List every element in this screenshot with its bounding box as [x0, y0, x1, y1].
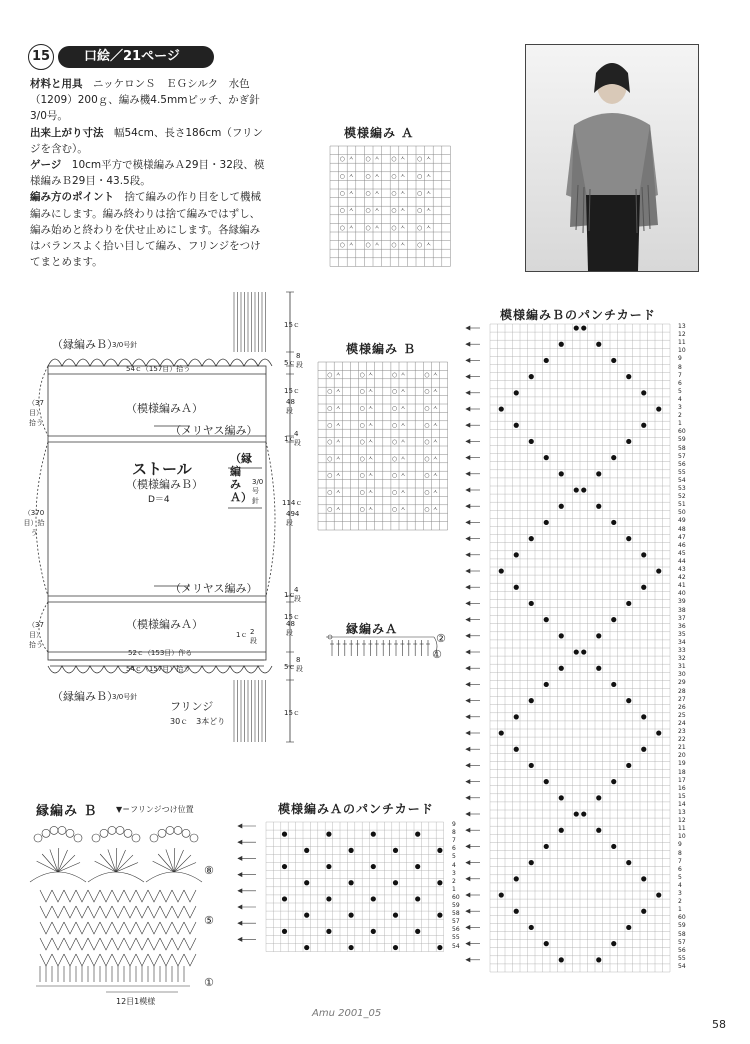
punch-a-row-number: 2: [452, 877, 456, 885]
svg-text:○: ○: [359, 421, 365, 429]
svg-text:○: ○: [339, 207, 345, 215]
svg-text:○: ○: [339, 241, 345, 249]
punch-b-row-number: 3: [678, 890, 682, 897]
svg-text:ㅅ: ㅅ: [432, 421, 439, 429]
svg-text:○: ○: [391, 207, 397, 215]
punch-b-row-number: 5: [678, 873, 682, 881]
svg-text:ㅅ: ㅅ: [399, 155, 406, 163]
punch-b-row-number: 54: [678, 476, 686, 484]
svg-text:ㅅ: ㅅ: [432, 489, 439, 496]
svg-text:○: ○: [424, 438, 430, 446]
edge-a-row-1: ①: [432, 648, 442, 661]
punch-b-row-number: 41: [678, 582, 686, 590]
edge-b-title: 縁編み Ｂ: [36, 804, 98, 819]
svg-text:○: ○: [417, 155, 423, 163]
punch-b-row-number: 16: [678, 784, 686, 792]
edge-b-repeat: 12目1模様: [116, 997, 156, 1006]
svg-text:○: ○: [327, 438, 333, 446]
svg-text:○: ○: [339, 224, 345, 232]
svg-text:○: ○: [391, 172, 397, 180]
punch-a-row-number: 6: [452, 845, 456, 853]
svg-text:ㅅ: ㅅ: [400, 371, 406, 379]
stockinette-bottom-label: （メリヤス編み）: [170, 582, 258, 595]
punch-b-row-number: 56: [678, 946, 686, 954]
svg-text:○: ○: [365, 172, 371, 180]
svg-text:○: ○: [359, 455, 365, 463]
svg-text:ㅅ: ㅅ: [374, 155, 380, 163]
svg-text:ㅅ: ㅅ: [425, 241, 432, 249]
punch-b-row-number: 40: [678, 590, 686, 598]
svg-text:○: ○: [391, 224, 397, 232]
hook-top-label: 3/0号針: [112, 341, 138, 349]
svg-text:○: ○: [391, 505, 398, 513]
svg-text:○: ○: [417, 207, 423, 215]
svg-text:ㅅ: ㅅ: [432, 405, 439, 412]
svg-text:ㅅ: ㅅ: [432, 388, 439, 396]
fringe-note: 30ｃ 3本どり: [170, 717, 226, 726]
pattern-a-bottom-label: （模様編みＡ）: [126, 618, 203, 631]
punch-a-row-number: 7: [452, 837, 456, 845]
dim-15c-1: 15ｃ: [284, 321, 300, 329]
svg-text:○: ○: [391, 388, 398, 396]
svg-text:ㅅ: ㅅ: [367, 438, 374, 446]
svg-text:○: ○: [391, 155, 397, 163]
svg-text:○: ○: [359, 388, 365, 396]
punch-b-row-number: 42: [678, 574, 686, 582]
punch-b-row-number: 10: [678, 833, 686, 841]
punch-b-row-number: 58: [678, 444, 686, 452]
dim-15c-3: 15ｃ: [284, 613, 300, 621]
punch-b-row-number: 6: [678, 865, 682, 873]
punch-a-row-number: 1: [452, 885, 456, 893]
punch-a-row-number: 60: [452, 893, 460, 901]
punch-b-row-number: 13: [678, 809, 686, 816]
punch-b-row-number: 32: [678, 655, 686, 663]
punch-b-row-number: 6: [678, 379, 682, 387]
svg-text:○: ○: [359, 438, 365, 446]
svg-text:ㅅ: ㅅ: [399, 172, 406, 180]
svg-text:○: ○: [391, 371, 398, 379]
svg-text:ㅅ: ㅅ: [348, 241, 354, 249]
svg-text:ㅅ: ㅅ: [400, 472, 406, 480]
svg-text:○: ○: [327, 388, 333, 396]
materials-gauge: ゲージ 10cm平方で模様編みＡ29目・32段、模様編みＢ29目・43.5段。: [30, 159, 265, 188]
svg-text:○: ○: [424, 489, 430, 496]
punch-b-row-number: 60: [678, 914, 686, 922]
punch-b-row-number: 53: [678, 485, 686, 492]
hook-side-label: 3/0号針: [252, 478, 264, 505]
svg-text:ㅅ: ㅅ: [425, 207, 432, 215]
dim-8rows-2: 8段: [296, 656, 303, 673]
section-title: 口絵／21ページ: [58, 46, 214, 68]
svg-text:ㅅ: ㅅ: [335, 455, 341, 463]
svg-text:ㅅ: ㅅ: [367, 505, 374, 513]
punch-b-row-number: 5: [678, 387, 682, 395]
svg-text:○: ○: [327, 472, 333, 480]
svg-text:ㅅ: ㅅ: [432, 455, 439, 463]
edge-b-bottom-label: （縁編みＢ）: [52, 690, 118, 703]
dim-4rows-1: 4段: [294, 430, 301, 447]
svg-text:ㅅ: ㅅ: [399, 224, 406, 232]
svg-text:ㅅ: ㅅ: [335, 405, 341, 412]
svg-text:○: ○: [327, 371, 333, 379]
side-370: （370目）拾う: [23, 509, 45, 537]
dim-5c-2: 5ｃ: [284, 663, 296, 671]
svg-text:ㅅ: ㅅ: [425, 190, 432, 197]
svg-text:ㅅ: ㅅ: [432, 438, 439, 446]
svg-text:ㅅ: ㅅ: [374, 224, 380, 232]
punch-b-row-number: 8: [678, 363, 682, 371]
svg-text:○: ○: [327, 505, 333, 513]
svg-text:ㅅ: ㅅ: [400, 388, 406, 396]
hook-bottom-label: 3/0号針: [112, 693, 138, 701]
svg-text:ㅅ: ㅅ: [399, 207, 406, 215]
svg-text:○: ○: [417, 190, 423, 197]
svg-text:○: ○: [365, 190, 371, 197]
punch-b-row-number: 26: [678, 703, 686, 711]
svg-text:○: ○: [417, 241, 423, 249]
materials-tools: 材料と用具 ニッケロンＳ ＥＧシルク 水色（1209）200ｇ、編み機4.5mmピッチ、かぎ針3/0号。: [30, 78, 260, 123]
svg-text:○: ○: [339, 155, 345, 163]
section-number: 15: [28, 44, 54, 70]
punch-b-row-number: 48: [678, 525, 686, 533]
svg-text:○: ○: [424, 371, 430, 379]
stole-outline: [48, 366, 266, 660]
svg-text:○: ○: [365, 241, 371, 249]
punch-b-row-number: 9: [678, 355, 682, 363]
punch-b-row-number: 1: [678, 906, 682, 914]
svg-text:○: ○: [327, 405, 333, 412]
dim-1c-2: 1ｃ: [284, 591, 296, 599]
punch-b-row-number: 31: [678, 663, 686, 671]
svg-text:ㅅ: ㅅ: [367, 388, 374, 396]
svg-text:ㅅ: ㅅ: [432, 371, 439, 379]
punch-b-row-number: 44: [678, 557, 686, 565]
svg-text:○: ○: [391, 190, 397, 197]
punch-b-row-number: 25: [678, 711, 686, 719]
svg-text:ㅅ: ㅅ: [348, 207, 354, 215]
punch-b-row-number: 58: [678, 930, 686, 938]
punch-a-row-number: 8: [452, 829, 456, 837]
punch-a-row-number: 54: [452, 942, 460, 950]
punch-b-row-number: 2: [678, 412, 682, 420]
punch-b-row-number: 13: [678, 323, 686, 330]
svg-text:ㅅ: ㅅ: [348, 224, 354, 232]
punch-b-row-number: 22: [678, 736, 686, 744]
punch-b-row-number: 19: [678, 760, 686, 768]
punch-a-row-number: 59: [452, 902, 460, 909]
punch-b-row-number: 57: [678, 938, 686, 946]
svg-text:○: ○: [391, 421, 398, 429]
svg-text:○: ○: [391, 472, 398, 480]
svg-text:ㅅ: ㅅ: [400, 505, 406, 513]
svg-text:○: ○: [391, 438, 398, 446]
punch-b-row-number: 4: [678, 881, 682, 889]
punch-b-row-number: 50: [678, 509, 686, 517]
punch-a-row-number: 5: [452, 853, 456, 861]
punch-b-row-number: 18: [678, 768, 686, 776]
edge-a-title: 縁編みＡ: [346, 622, 399, 636]
footer-magazine: Amu 2001_05: [312, 1008, 382, 1019]
punch-b-row-number: 27: [678, 695, 686, 703]
svg-text:○: ○: [339, 172, 345, 180]
punch-b-row-number: 57: [678, 452, 686, 460]
punch-b-row-number: 43: [678, 566, 686, 573]
fringe-position-note: ▼＝フリンジつけ位置: [116, 805, 194, 814]
punch-b-row-number: 33: [678, 647, 686, 654]
pattern-a-top-label: （模様編みＡ）: [126, 402, 203, 415]
punch-b-row-number: 35: [678, 630, 686, 638]
svg-text:ㅅ: ㅅ: [348, 190, 354, 197]
punch-b-row-number: 10: [678, 347, 686, 355]
svg-text:ㅅ: ㅅ: [335, 371, 341, 379]
edge-b-row-8: ⑧: [204, 864, 214, 877]
svg-text:ㅅ: ㅅ: [400, 438, 406, 446]
side-37-top: （37目）拾う: [28, 399, 44, 427]
svg-text:ㅅ: ㅅ: [432, 505, 439, 513]
svg-text:○: ○: [365, 207, 371, 215]
svg-text:○: ○: [359, 472, 365, 480]
punch-a-row-number: 4: [452, 861, 456, 869]
svg-text:○: ○: [359, 405, 365, 412]
svg-text:○: ○: [424, 472, 430, 480]
punch-b-row-number: 39: [678, 598, 686, 606]
svg-text:ㅅ: ㅅ: [367, 421, 374, 429]
svg-text:ㅅ: ㅅ: [400, 455, 406, 463]
d-value: D＝4: [148, 495, 170, 505]
punch-b-row-number: 37: [678, 614, 686, 622]
svg-text:○: ○: [327, 421, 333, 429]
punch-b-row-number: 55: [678, 468, 686, 476]
svg-text:○: ○: [327, 455, 333, 463]
punch-b-row-number: 59: [678, 436, 686, 444]
page-number: 58: [712, 1018, 726, 1031]
svg-text:ㅅ: ㅅ: [367, 455, 374, 463]
svg-text:ㅅ: ㅅ: [374, 172, 380, 180]
svg-text:ㅅ: ㅅ: [400, 421, 406, 429]
dim-15c-4: 15ｃ: [284, 709, 300, 717]
svg-text:○: ○: [424, 405, 430, 412]
punch-b-row-number: 24: [678, 719, 686, 727]
punch-b-row-number: 7: [678, 371, 682, 379]
punch-b-row-number: 55: [678, 954, 686, 962]
punch-a-row-number: 56: [452, 926, 460, 934]
punch-b-row-number: 46: [678, 541, 686, 549]
punch-b-row-number: 12: [678, 331, 686, 339]
svg-text:○: ○: [327, 489, 333, 496]
svg-text:ㅅ: ㅅ: [399, 241, 406, 249]
punch-card-a-title: 模様編みＡのパンチカード: [278, 802, 434, 816]
svg-text:○: ○: [359, 489, 365, 496]
punch-b-row-number: 9: [678, 841, 682, 849]
punch-b-row-number: 28: [678, 687, 686, 695]
punch-b-row-number: 23: [678, 728, 686, 735]
punch-b-row-number: 38: [678, 606, 686, 614]
materials-size: 出来上がり寸法 幅54cm、長さ186cm（フリンジを含む）。: [30, 126, 263, 155]
svg-text:ㅅ: ㅅ: [432, 472, 439, 480]
punch-b-row-number: 11: [678, 339, 686, 347]
dim-5c-1: 5ｃ: [284, 359, 296, 367]
svg-text:ㅅ: ㅅ: [374, 190, 380, 197]
one-c-label: 1ｃ: [236, 631, 248, 639]
pattern-b-title: 模様編み Ｂ: [346, 342, 417, 356]
cast-on-label: 52ｃ（153目）作る: [128, 649, 193, 657]
materials-point: 編み方のポイント 捨て編みの作り目をして機械編みにします。編み終わりは捨て編みではずし、編み始めと終わりを伏せ止めにします。各縁編みはバランスよく拾い目して編み、フリンジをつけてまとめます。: [30, 191, 261, 269]
punch-a-row-number: 57: [452, 918, 460, 926]
punch-b-row-number: 56: [678, 460, 686, 468]
punch-b-row-number: 54: [678, 962, 686, 970]
stockinette-top-label: （メリヤス編み）: [170, 424, 258, 437]
punch-b-row-number: 51: [678, 501, 686, 509]
punch-card-b-title: 模様編みＢのパンチカード: [500, 308, 656, 322]
punch-b-row-number: 47: [678, 533, 686, 541]
edge-b-top-label: （縁編みＢ）: [52, 338, 118, 351]
svg-text:ㅅ: ㅅ: [367, 472, 374, 480]
pattern-b-label: （模様編みＢ）: [126, 478, 203, 491]
punch-b-row-number: 11: [678, 825, 686, 833]
dim-15c-2: 15ｃ: [284, 387, 300, 395]
edge-a-side-label: （縁編みＡ）: [230, 452, 252, 504]
punch-b-row-number: 1: [678, 420, 682, 428]
svg-text:○: ○: [359, 371, 365, 379]
edge-b-row-5: ⑤: [204, 914, 214, 927]
dim-8rows-1: 8段: [296, 352, 303, 369]
punch-a-row-number: 55: [452, 934, 460, 942]
svg-text:ㅅ: ㅅ: [335, 388, 341, 396]
punch-b-row-number: 20: [678, 752, 686, 760]
dim-1c-1: 1ｃ: [284, 435, 296, 443]
side-37-bottom: （37目）拾う: [28, 621, 44, 649]
svg-text:○: ○: [359, 505, 365, 513]
two-rows-label: 2段: [250, 628, 257, 645]
dim-48rows-1: 48段: [286, 398, 295, 415]
svg-text:○: ○: [365, 155, 371, 163]
dim-48rows-2: 48段: [286, 620, 295, 637]
svg-text:ㅅ: ㅅ: [425, 224, 432, 232]
svg-text:ㅅ: ㅅ: [335, 489, 341, 496]
edge-a-row-2: ②: [436, 632, 446, 645]
pattern-a-title: 模様編み Ａ: [344, 126, 415, 140]
punch-b-row-number: 2: [678, 898, 682, 906]
svg-text:○: ○: [391, 241, 397, 249]
svg-text:○: ○: [424, 505, 430, 513]
punch-b-row-number: 49: [678, 517, 686, 525]
svg-text:ㅅ: ㅅ: [348, 172, 354, 180]
svg-text:○: ○: [391, 405, 398, 412]
punch-b-row-number: 12: [678, 817, 686, 825]
svg-text:ㅅ: ㅅ: [400, 489, 406, 496]
punch-b-row-number: 4: [678, 395, 682, 403]
punch-a-row-number: 58: [452, 910, 460, 918]
svg-text:ㅅ: ㅅ: [425, 155, 432, 163]
width-top-label: 54ｃ（157目）拾う: [126, 365, 191, 373]
punch-b-row-number: 7: [678, 857, 682, 865]
svg-text:○: ○: [339, 190, 345, 197]
svg-text:○: ○: [424, 455, 430, 463]
svg-text:○: ○: [391, 455, 398, 463]
punch-b-row-number: 29: [678, 679, 686, 687]
svg-text:ㅅ: ㅅ: [425, 172, 432, 180]
punch-b-row-number: 45: [678, 549, 686, 557]
punch-b-row-number: 17: [678, 776, 686, 784]
svg-text:ㅅ: ㅅ: [335, 421, 341, 429]
svg-text:ㅅ: ㅅ: [335, 505, 341, 513]
punch-b-row-number: 34: [678, 638, 686, 646]
svg-text:○: ○: [417, 172, 423, 180]
svg-text:ㅅ: ㅅ: [399, 190, 406, 197]
punch-a-row-number: 9: [452, 821, 456, 828]
punch-b-row-number: 14: [678, 800, 686, 808]
svg-text:○: ○: [424, 421, 430, 429]
punch-b-row-number: 8: [678, 849, 682, 857]
width-bottom-label: 54ｃ（157目）拾う: [126, 665, 191, 673]
dim-4rows-2: 4段: [294, 586, 301, 603]
svg-text:○: ○: [365, 224, 371, 232]
punch-b-row-number: 3: [678, 404, 682, 411]
punch-b-row-number: 60: [678, 428, 686, 436]
edge-b-row-1: ①: [204, 976, 214, 989]
svg-text:ㅅ: ㅅ: [367, 405, 374, 412]
svg-text:ㅅ: ㅅ: [367, 371, 374, 379]
punch-b-row-number: 52: [678, 493, 686, 501]
svg-text:○: ○: [424, 388, 430, 396]
punch-b-row-number: 36: [678, 622, 686, 630]
dim-494rows: 494段: [286, 510, 300, 527]
svg-text:○: ○: [417, 224, 423, 232]
punch-b-row-number: 15: [678, 792, 686, 800]
punch-b-row-number: 59: [678, 922, 686, 930]
svg-text:ㅅ: ㅅ: [335, 438, 341, 446]
punch-b-row-number: 21: [678, 744, 686, 752]
svg-text:ㅅ: ㅅ: [374, 241, 380, 249]
svg-text:ㅅ: ㅅ: [335, 472, 341, 480]
punch-b-row-number: 30: [678, 671, 686, 679]
punch-a-row-number: 3: [452, 869, 456, 877]
svg-text:ㅅ: ㅅ: [400, 405, 406, 412]
fringe-label: フリンジ: [170, 700, 214, 713]
svg-text:ㅅ: ㅅ: [374, 207, 380, 215]
svg-text:○: ○: [391, 489, 398, 496]
svg-text:ㅅ: ㅅ: [367, 489, 374, 496]
svg-text:ㅅ: ㅅ: [348, 155, 354, 163]
stole-label: ストール: [132, 460, 192, 478]
dim-114c: 114ｃ: [282, 499, 303, 507]
